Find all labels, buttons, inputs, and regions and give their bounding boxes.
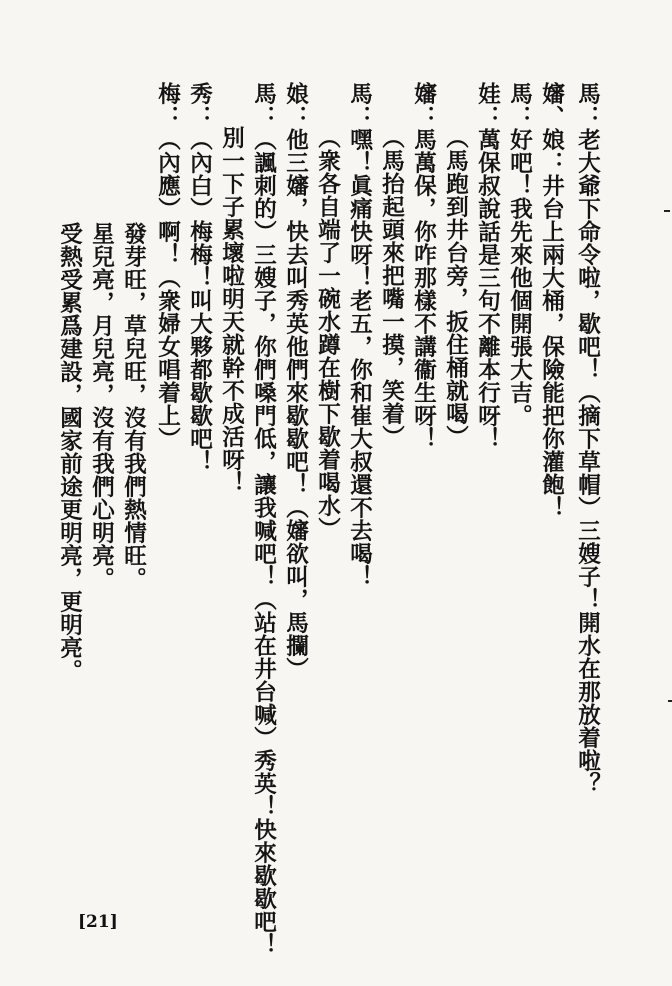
dialogue-line-xiu-1: 秀：（內白）梅梅！叫大夥都歇歇吧！ (186, 82, 213, 473)
stage-direction-2: （馬抬起頭來把嘴一摸，笑着） (378, 126, 405, 448)
dialogue-line-ma-1: 馬：老大爺下命令啦，歇吧！（摘下草帽）三嫂子！開水在那放着啦？ (574, 82, 601, 795)
dialogue-line-ma-4-continued: 別一下子累壞啦明天就幹不成活呀！ (218, 126, 245, 494)
dialogue-line-mei-1: 梅：（內應）啊！（衆婦女唱着上） (154, 82, 181, 450)
dialogue-line-niang-1: 娘：他三嬸，快去叫秀英他們來歇歇吧！（嬸欲叫，馬攔） (282, 82, 309, 680)
page-number: [21] (78, 912, 118, 932)
edge-tick-mark (668, 700, 672, 702)
dialogue-line-wa-1: 娃：萬保叔說話是三句不離本行呀！ (474, 82, 501, 450)
dialogue-line-ma-2: 馬：好吧！我先來他個開張大吉。 (506, 82, 533, 427)
stage-direction-3: （衆各自端了一碗水蹲在樹下歇着喝水） (314, 126, 341, 540)
stage-direction-1: （馬跑到井台旁，扳住桶就喝） (442, 126, 469, 448)
edge-tick-mark (664, 210, 670, 212)
dialogue-line-ma-4: 馬：（諷刺的）三嫂子，你們嗓門低，讓我喊吧！（站在井台喊）秀英！快來歇歇吧！ (250, 82, 277, 956)
page-number-value: 21 (86, 912, 110, 932)
song-line-3: 受熱受累爲建設，國家前途更明亮，更明亮。 (56, 222, 83, 682)
dialogue-line-ma-3: 馬：嘿！眞痛快呀！老五，你和崔大叔還不去喝！ (346, 82, 373, 588)
song-line-1: 發芽旺，草兒旺，沒有我們熱情旺。 (120, 222, 147, 590)
dialogue-line-shen-1: 嬸：馬萬保，你咋那樣不講衞生呀！ (410, 82, 437, 450)
dialogue-line-shen-niang-1: 嬸、娘：井台上兩大桶，保險能把你灌飽！ (538, 82, 565, 519)
song-line-2: 星兒亮，月兒亮，沒有我們心明亮。 (88, 222, 115, 590)
